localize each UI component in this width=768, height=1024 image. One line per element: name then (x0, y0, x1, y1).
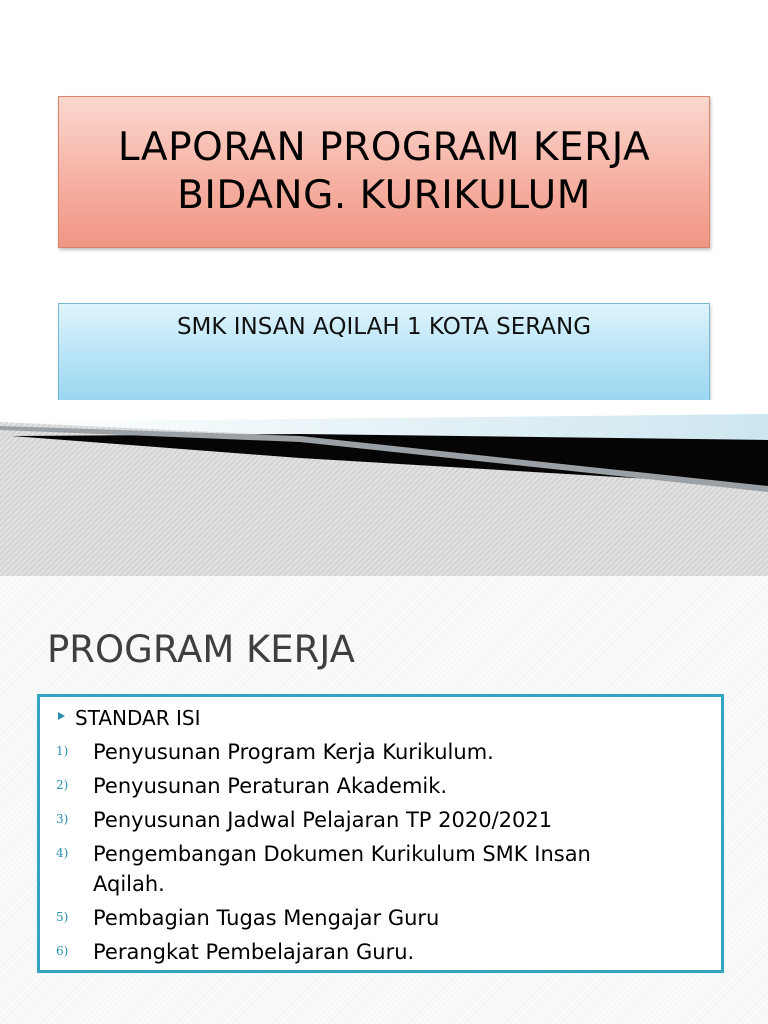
item-number: 1) (56, 744, 69, 758)
list-item (40, 737, 721, 767)
item-number: 3) (56, 812, 69, 826)
program-list (40, 737, 721, 971)
content-box (37, 694, 724, 973)
item-text-continued: Aqilah. (93, 872, 165, 896)
subtitle-box (58, 303, 710, 403)
triangle-bullet-icon (58, 712, 65, 720)
title-line-2: BIDANG. KURIKULUM (177, 173, 591, 218)
section-heading (58, 705, 200, 731)
item-text: Pengembangan Dokumen Kurikulum SMK Insan (93, 842, 591, 866)
item-text: Penyusunan Program Kerja Kurikulum. (93, 740, 494, 764)
title-box (58, 96, 710, 248)
item-text: Penyusunan Peraturan Akademik. (93, 774, 448, 798)
item-text: Penyusunan Jadwal Pelajaran TP 2020/2021 (93, 808, 553, 832)
list-item (40, 839, 721, 899)
list-item (40, 903, 721, 933)
item-text: Perangkat Pembelajaran Guru. (93, 940, 415, 964)
list-item (40, 771, 721, 801)
item-text: Pembagian Tugas Mengajar Guru (93, 906, 440, 930)
slide-heading: PROGRAM KERJA (47, 628, 355, 671)
item-number: 6) (56, 944, 69, 958)
list-item (40, 805, 721, 835)
title-line-1: LAPORAN PROGRAM KERJA (117, 125, 651, 170)
subtitle-text: SMK INSAN AQILAH 1 KOTA SERANG (176, 314, 592, 340)
list-item (40, 937, 721, 967)
item-number: 4) (56, 846, 69, 860)
section-label: STANDAR ISI (75, 706, 201, 730)
decorative-wave-graphic (0, 400, 768, 576)
item-number: 2) (56, 778, 69, 792)
item-number: 5) (56, 910, 69, 924)
